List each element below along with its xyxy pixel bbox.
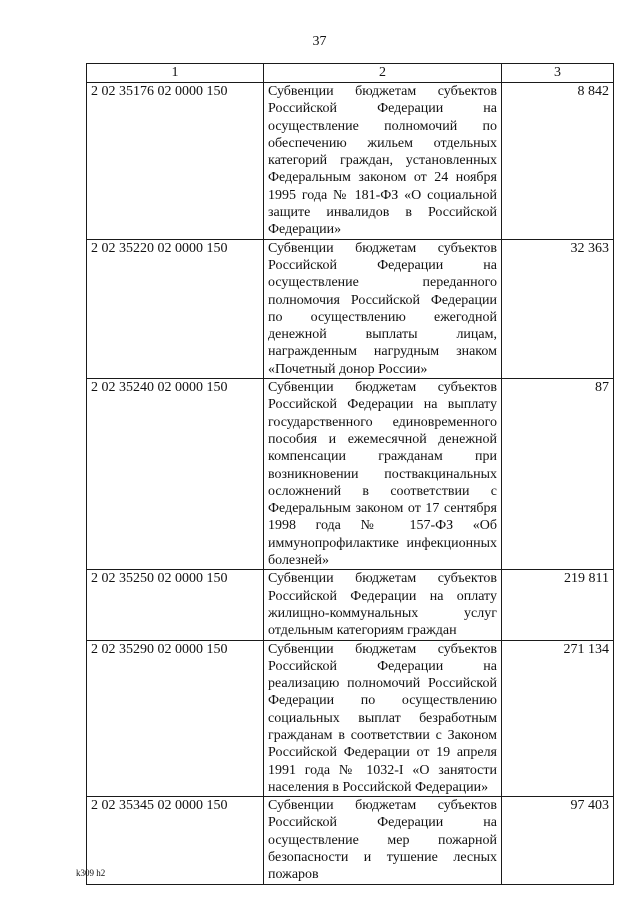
page-number: 37 xyxy=(312,34,327,49)
table-row xyxy=(87,239,614,378)
header-column-1: 1 xyxy=(87,64,264,83)
amount-cell: 97 403 xyxy=(502,797,614,884)
budget-code-cell: 2 02 35345 02 0000 150 xyxy=(87,797,264,884)
document-footer-code: k309 h2 xyxy=(76,868,106,878)
budget-code-cell: 2 02 35290 02 0000 150 xyxy=(87,640,264,797)
description-cell: Субвенции бюджетам субъектов Российской Федерации на оплату жилищно-коммунальных услуг отдельным категориям граждан xyxy=(264,570,502,640)
budget-code-cell: 2 02 35220 02 0000 150 xyxy=(87,239,264,378)
amount-cell: 32 363 xyxy=(502,239,614,378)
table-row xyxy=(87,640,614,797)
description-cell: Субвенции бюджетам субъектов Российской Федерации на осуществление мер пожарной безопасности и тушение лесных пожаров xyxy=(264,797,502,884)
budget-code-cell: 2 02 35240 02 0000 150 xyxy=(87,379,264,570)
amount-cell: 219 811 xyxy=(502,570,614,640)
budget-code-cell: 2 02 35176 02 0000 150 xyxy=(87,83,264,240)
table-body xyxy=(87,83,614,885)
header-row xyxy=(87,64,614,83)
amount-cell: 271 134 xyxy=(502,640,614,797)
table-row xyxy=(87,570,614,640)
description-cell: Субвенции бюджетам субъектов Российской Федерации на выплату государственного единовременного пособия и ежемесячной денежной компенсации гражданам при возникновении поствакцинальных осложнений в соответствии с Федеральным законом от 17 сентября 1998 года № 157-ФЗ «Об иммунопрофилактике инфекционных болезней» xyxy=(264,379,502,570)
table-row xyxy=(87,797,614,884)
description-cell: Субвенции бюджетам субъектов Российской Федерации на осуществление полномочий по обеспечению жильем отдельных категорий граждан, установленных Федеральным законом от 24 ноября 1995 года № 181-ФЗ «О социальной защите инвалидов в Российской Федерации» xyxy=(264,83,502,240)
header-column-2: 2 xyxy=(264,64,502,83)
amount-cell: 8 842 xyxy=(502,83,614,240)
amount-cell: 87 xyxy=(502,379,614,570)
table-row xyxy=(87,379,614,570)
description-cell: Субвенции бюджетам субъектов Российской Федерации на реализацию полномочий Российской Федерации по осуществлению социальных выплат безработным гражданам в соответствии с Законом Российской Федерации от 19 апреля 1991 года № 1032-I «О занятости населения в Российской Федерации» xyxy=(264,640,502,797)
table-row xyxy=(87,83,614,240)
budget-table xyxy=(86,63,614,885)
budget-code-cell: 2 02 35250 02 0000 150 xyxy=(87,570,264,640)
table-header xyxy=(87,64,614,83)
header-column-3: 3 xyxy=(502,64,614,83)
description-cell: Субвенции бюджетам субъектов Российской Федерации на осуществление переданного полномочия Российской Федерации по осуществлению ежегодной денежной выплаты лицам, награжденным нагрудным знаком «Почетный донор России» xyxy=(264,239,502,378)
